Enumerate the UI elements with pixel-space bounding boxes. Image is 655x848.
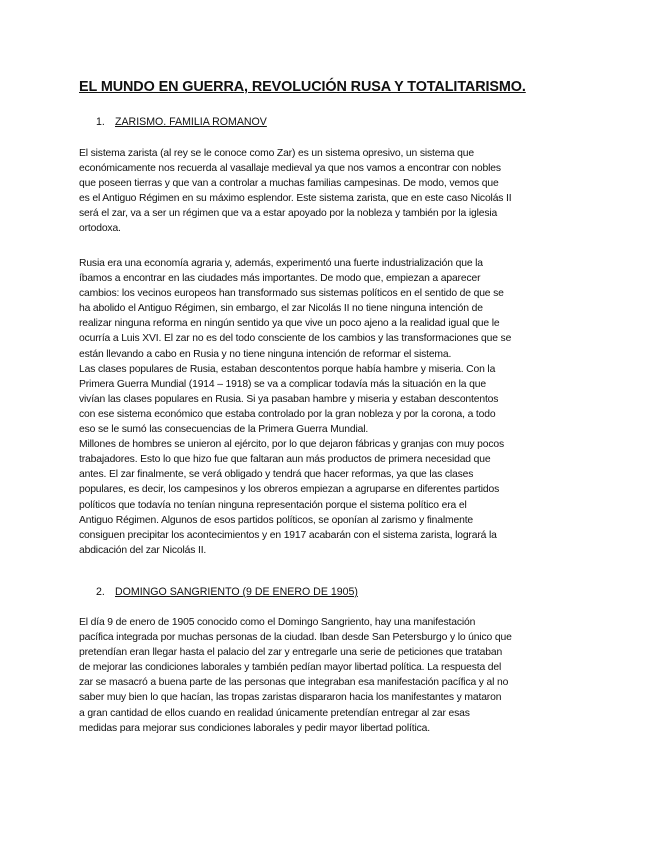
section-title: ZARISMO. FAMILIA ROMANOV <box>115 116 267 128</box>
text-line: de mejorar las condiciones laborales y también pedían mayor libertad política. La respuesta del <box>79 662 502 674</box>
text-line: políticos que todavía no tenían ninguna representación porque el sistema político era el <box>79 499 467 511</box>
text-line: populares, es decir, los campesinos y los obreros empiezan a agruparse en diferentes partidos <box>79 484 500 496</box>
text-line: íbamos a encontrar en las ciudades más importantes. De modo que, empiezan a aparecer <box>79 273 481 285</box>
text-line: abdicación del zar Nicolás II. <box>79 544 207 556</box>
text-line: El sistema zarista (al rey se le conoce como Zar) es un sistema opresivo, un sistema que <box>79 148 474 159</box>
text-line: con ese sistema económico que estaba controlado por la gran nobleza y por la corona, a todo <box>79 408 496 420</box>
section-heading-zarismo <box>96 116 267 128</box>
text-line: Rusia era una economía agraria y, además, experimentó una fuerte industrialización que la <box>79 258 483 269</box>
text-line: ocurría a Luis XVI. El zar no es del todo consciente de los cambios y las transformaciones que se <box>79 333 512 345</box>
text-line: será el zar, va a ser un régimen que va a estar apoyado por la nobleza y también por la iglesia <box>79 208 498 220</box>
text-line: realizar ninguna reforma en ningún sentido ya que vive un poco ajeno a la realidad igual que le <box>79 318 500 330</box>
text-line: medidas para mejorar sus condiciones laborales y pedir mayor libertad política. <box>79 722 430 734</box>
text-line: pacífica integrada por muchas personas de la ciudad. Iban desde San Petersburgo y lo único que <box>79 632 512 644</box>
paragraph-domingo-sangriento <box>79 615 579 736</box>
paragraph-rusia-economia <box>79 256 579 558</box>
section-heading-domingo-sangriento <box>96 586 358 598</box>
text-line: saber muy bien lo que hacían, las tropas zaristas dispararon hacia los manifestantes y mataron <box>79 692 502 704</box>
paragraph-sistema-zarista <box>79 146 579 237</box>
section-number: 1. <box>96 116 105 128</box>
text-line: vivían las clases populares en Rusia. Si ya pasaban hambre y miseria y estaban descontentos <box>79 393 499 405</box>
text-line: zar se masacró a buena parte de las personas que integraban esa manifestación pacífica y al no <box>79 677 509 689</box>
text-line: Las clases populares de Rusia, estaban descontentos porque había hambre y miseria. Con la <box>79 363 496 375</box>
text-line: a gran cantidad de ellos cuando en realidad únicamente pretendían entregar al zar esas <box>79 707 470 719</box>
text-line: consiguen precipitar los acontecimientos y en 1917 acabarán con el sistema zarista, logrará la <box>79 529 497 541</box>
text-line: que poseen tierras y que van a controlar a muchas familias campesinas. De modo, vemos que <box>79 178 499 190</box>
text-line: están llevando a cabo en Rusia y no tiene ninguna intención de reformar el sistema. <box>79 348 452 360</box>
text-line: ortodoxa. <box>79 223 121 235</box>
text-line: trabajadores. Esto lo que hizo fue que faltaran aun más productos de primera necesidad que <box>79 454 491 466</box>
text-line: económicamente nos recuerda al vasallaje medieval ya que nos vamos a encontrar con nobles <box>79 163 501 175</box>
document-title: EL MUNDO EN GUERRA, REVOLUCIÓN RUSA Y TOTALITARISMO. <box>79 79 526 95</box>
text-line: Millones de hombres se unieron al ejército, por lo que dejaron fábricas y granjas con muy pocos <box>79 439 505 451</box>
text-line: El día 9 de enero de 1905 conocido como el Domingo Sangriento, hay una manifestación <box>79 617 476 628</box>
text-line: es el Antiguo Régimen en su máximo esplendor. Este sistema zarista, que en este caso Nicolás II <box>79 193 512 205</box>
section-title: DOMINGO SANGRIENTO (9 DE ENERO DE 1905) <box>115 586 358 598</box>
text-line: cambios: los vecinos europeos han transformado sus sistemas políticos en el sentido de que se <box>79 288 504 300</box>
text-line: Antiguo Régimen. Algunos de esos partidos políticos, se oponían al zarismo y finalmente <box>79 514 474 526</box>
text-line: Primera Guerra Mundial (1914 – 1918) se va a complicar todavía más la situación en la que <box>79 378 486 390</box>
text-line: eso se le sumó las consecuencias de la Primera Guerra Mundial. <box>79 424 369 436</box>
text-line: antes. El zar finalmente, se verá obligado y tendrá que hacer reformas, ya que las clases <box>79 469 474 481</box>
section-number: 2. <box>96 586 105 598</box>
text-line: ha abolido el Antiguo Régimen, sin embargo, el zar Nicolás II no tiene ninguna intención de <box>79 303 483 315</box>
text-line: pretendían eran llegar hasta el palacio del zar y entregarle una serie de peticiones que trataban <box>79 647 503 659</box>
